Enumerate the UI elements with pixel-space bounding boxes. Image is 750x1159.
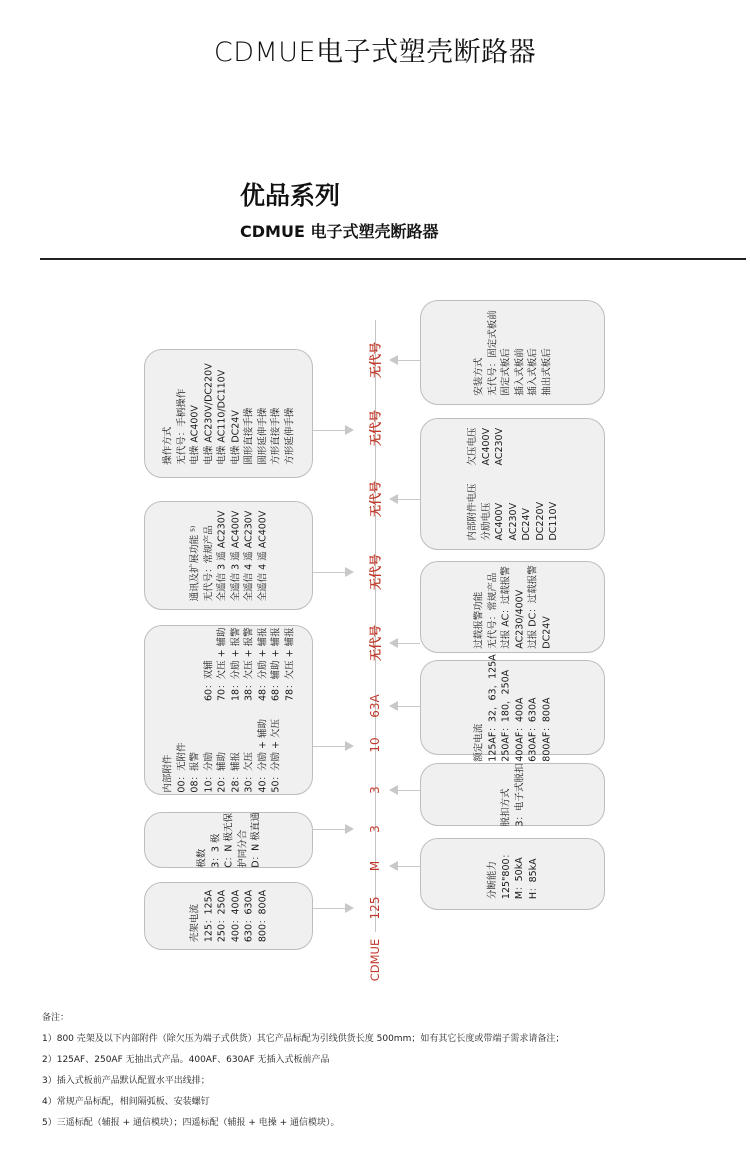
communication-box bbox=[144, 501, 313, 610]
overload-alarm-box bbox=[420, 561, 605, 653]
arrow-frame-head bbox=[345, 903, 354, 913]
arrow-overload-line bbox=[397, 643, 420, 644]
series-title: 优品系列 bbox=[240, 181, 341, 210]
arrow-rated-line bbox=[397, 706, 420, 707]
operation-mode-text: 操作方式 无代号：手柄操作 电操 AC400V 电操 AC230V/DC220V 电操 AC110/DC110V 电操 DC24V 圆形直接手操 圆形延伸手操 方形直接手操 方形延伸手操 bbox=[162, 362, 295, 465]
internal-accessory-box bbox=[144, 625, 313, 795]
rated-current-text: 额定电流 125AF：32，63，125A 250AF：180，250A 400AF：400A 630AF：630A 800AF：800A bbox=[473, 653, 552, 762]
arrow-accessory-head bbox=[345, 741, 354, 751]
breaking-capacity-text: 分断能力 125"800： M：50kA H：85kA bbox=[486, 848, 538, 900]
arrow-install-line bbox=[397, 360, 420, 361]
arrow-accessory-line bbox=[313, 746, 347, 747]
arrow-poles-head bbox=[345, 824, 354, 834]
arrow-frame-line bbox=[313, 908, 347, 909]
frame-current-text: 壳架电流 125：125A 250：250A 400：400A 630：630A 800：800A bbox=[189, 889, 268, 943]
accessory-voltage-box bbox=[420, 418, 605, 550]
breaking-capacity-box bbox=[420, 838, 605, 910]
note-item: 3）插入式板前产品默认配置水平出线排； bbox=[42, 1076, 210, 1086]
accessory-voltage-text: 内部附件电压 分励电压 AC400V AC230V DC24V DC220V DC110V 欠压电压 AC400V AC230V bbox=[466, 427, 559, 541]
arrow-operation-line bbox=[313, 430, 347, 431]
trip-mode-text: 脱扣方式 3：电子式脱扣 bbox=[500, 762, 525, 827]
arrow-communication-head bbox=[345, 567, 354, 577]
internal-accessory-text: 内部附件 00：无附件 08：报警 10：分励 20：辅助 28：辅报 30：欠压 40：分励 + 辅助 50：分励 + 欠压 60：双辅 70：欠压 + 辅助 18：分励 + 报警 38：欠压 + 报警 48：分励 + 辅报 68：辅助 + 辅报 78：欠压 + 辅报 bbox=[162, 627, 295, 793]
poles-text: 极数 3：3 极 C：N 极无保 护同分合 D：N 极直通 bbox=[195, 812, 261, 868]
communication-text: 通讯及扩展功能 ⁵⁾ 无代号：常规产品 全遥信 3 遥 AC230V 全遥信 3 遥 AC400V 全遥信 4 遥 AC230V 全遥信 4 遥 AC400V bbox=[189, 510, 268, 601]
operation-mode-box bbox=[144, 349, 313, 478]
arrow-communication-line bbox=[313, 572, 347, 573]
overload-alarm-text: 过载报警功能 无代号：常规产品 过报 AC：过载报警 AC230/400V 过报 DC：过载报警 DC24V bbox=[473, 565, 552, 649]
rated-current-box bbox=[420, 653, 605, 762]
poles-box bbox=[144, 812, 313, 868]
arrow-voltage-line bbox=[397, 499, 420, 500]
product-subtitle: CDMUE 电子式塑壳断路器 bbox=[240, 222, 439, 241]
note-item: 5）三遥标配（辅报 + 通信模块）；四遥标配（辅报 + 电操 + 通信模块）。 bbox=[42, 1118, 340, 1128]
frame-current-box bbox=[144, 882, 313, 950]
trip-mode-box bbox=[420, 763, 605, 826]
arrow-trip-line bbox=[397, 790, 420, 791]
installation-text: 安装方式 无代号：固定式板前 固定式板后 插入式板前 插入式板后 抽出式板后 bbox=[473, 309, 552, 396]
note-item: 4）常规产品标配，相间隔弧板、安装螺钉 bbox=[42, 1097, 210, 1107]
arrow-breaking-line bbox=[397, 866, 420, 867]
note-item: 2）125AF、250AF 无抽出式产品。400AF、630AF 无插入式板前产品 bbox=[42, 1055, 330, 1065]
arrow-operation-head bbox=[345, 425, 354, 435]
page-title: CDMUE电子式塑壳断路器 bbox=[213, 37, 537, 68]
note-item: 1）800 壳架及以下内部附件（除欠压为端子式供货）其它产品标配为引线供货长度 500mm；如有其它长度或带端子需求请备注； bbox=[42, 1034, 565, 1044]
arrow-poles-line bbox=[313, 829, 347, 830]
installation-box bbox=[420, 300, 605, 405]
notes-section bbox=[42, 1008, 564, 1134]
title-divider bbox=[40, 258, 746, 260]
notes-heading: 备注： bbox=[42, 1013, 70, 1023]
